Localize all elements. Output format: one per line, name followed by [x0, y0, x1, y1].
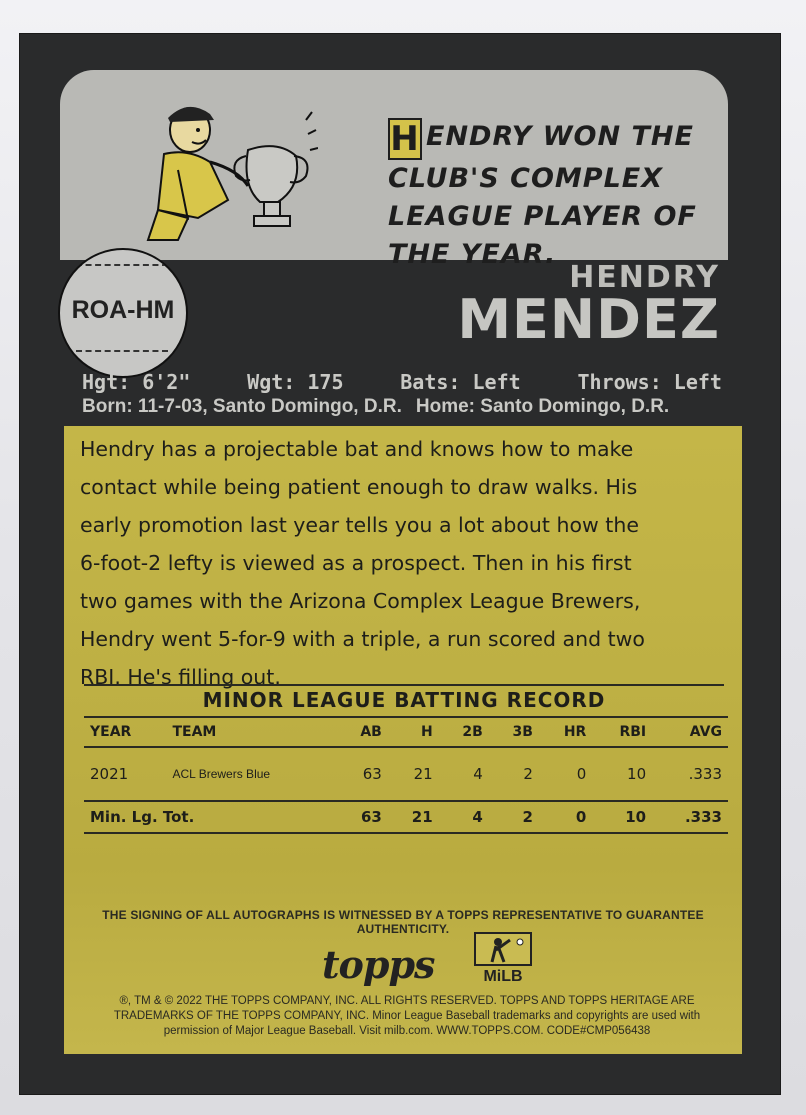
bats: Bats: Left: [400, 370, 521, 394]
cartoon-initial: H: [388, 118, 422, 160]
cartoon-player-trophy-icon: [118, 90, 318, 250]
bio-panel: [64, 426, 742, 1054]
legal-line: ®, TM & © 2022 THE TOPPS COMPANY, INC. ALL RIGHTS RESERVED. TOPPS AND TOPPS HERITAGE ARE: [119, 995, 695, 1007]
milb-label: MiLB: [483, 968, 523, 985]
player-first-name: HENDRY: [569, 260, 720, 295]
birth-info: Born: 11-7-03, Santo Domingo, D.R.: [82, 396, 402, 417]
height: Hgt: 6'2": [82, 370, 191, 394]
cell-rbi: 10: [627, 765, 647, 783]
bio-line: contact while being patient enough to draw walks. His: [80, 475, 638, 499]
stats-title: MINOR LEAGUE BATTING RECORD: [84, 684, 724, 712]
milb-batter-icon: [474, 932, 532, 966]
logo-row: [64, 932, 742, 992]
authentication-statement: THE SIGNING OF ALL AUTOGRAPHS IS WITNESSED BY A TOPPS REPRESENTATIVE TO GUARANTEE AUTHENTICITY.: [102, 908, 704, 936]
table-total-row: [84, 801, 728, 833]
col-year: YEAR: [84, 717, 166, 747]
cell-avg: .333: [688, 765, 722, 783]
batting-record-table: [84, 716, 728, 834]
bio-line: RBI. He's filling out.: [80, 665, 281, 689]
cartoon-line: THE YEAR.: [388, 239, 557, 270]
col-2b: 2B: [439, 717, 489, 747]
table-row: [84, 747, 728, 801]
cell-year: 2021: [90, 765, 129, 783]
col-ab: AB: [336, 717, 388, 747]
cell-team: ACL Brewers Blue: [172, 767, 271, 781]
cell-ab: 63: [362, 765, 382, 783]
card-code: ROA-HM: [71, 296, 175, 324]
bio-line: early promotion last year tells you a lot about how the: [80, 513, 639, 537]
bio-line: two games with the Arizona Complex League Brewers,: [80, 589, 641, 613]
cell-hr: 0: [576, 765, 587, 783]
cartoon-caption: [388, 118, 768, 274]
topps-logo: topps: [322, 942, 435, 987]
col-team: TEAM: [166, 717, 336, 747]
bio-line: Hendry has a projectable bat and knows how to make: [80, 437, 634, 461]
col-h: H: [388, 717, 439, 747]
col-rbi: RBI: [592, 717, 652, 747]
cell-rbi: 10: [592, 801, 652, 833]
player-vitals: [82, 370, 722, 420]
weight: Wgt: 175: [247, 370, 344, 394]
cell-3b: 2: [523, 765, 533, 783]
player-last-name: MENDEZ: [457, 288, 720, 351]
col-3b: 3B: [489, 717, 539, 747]
home-info: Home: Santo Domingo, D.R.: [415, 396, 670, 417]
bio-line: 6-foot-2 lefty is viewed as a prospect. Then in his first: [80, 551, 632, 575]
bio-line: Hendry went 5-for-9 with a triple, a run scored and two: [80, 627, 645, 651]
cell-hr: 0: [539, 801, 592, 833]
cell-h: 21: [413, 765, 433, 783]
col-avg: AVG: [652, 717, 728, 747]
milb-logo: [474, 932, 532, 986]
cell-avg: .333: [652, 801, 728, 833]
cartoon-line: CLUB'S COMPLEX: [388, 163, 664, 194]
cell-ab: 63: [336, 801, 388, 833]
legal-line: TRADEMARKS OF THE TOPPS COMPANY, INC. Minor League Baseball trademarks and copyrights are used with: [113, 1010, 701, 1022]
cell-total-label: Min. Lg. Tot.: [84, 801, 336, 833]
cell-2b: 4: [473, 765, 483, 783]
baseball-seam-icon: [76, 350, 168, 362]
trading-card-back: [20, 34, 780, 1094]
throws: Throws: Left: [577, 370, 722, 394]
baseball-seam-icon: [76, 264, 168, 276]
col-hr: HR: [539, 717, 592, 747]
baseball-card-code-badge: [58, 248, 188, 378]
legal-line: permission of Major League Baseball. Visit milb.com. WWW.TOPPS.COM. CODE#CMP056438: [163, 1025, 651, 1037]
cartoon-line: LEAGUE PLAYER OF: [388, 201, 697, 232]
cell-3b: 2: [489, 801, 539, 833]
cell-2b: 4: [439, 801, 489, 833]
cartoon-banner: [60, 70, 728, 270]
cell-h: 21: [388, 801, 439, 833]
legal-text: [104, 994, 710, 1039]
player-bio: [80, 430, 728, 696]
cartoon-line: ENDRY WON THE: [426, 121, 694, 152]
table-header-row: [84, 717, 728, 747]
